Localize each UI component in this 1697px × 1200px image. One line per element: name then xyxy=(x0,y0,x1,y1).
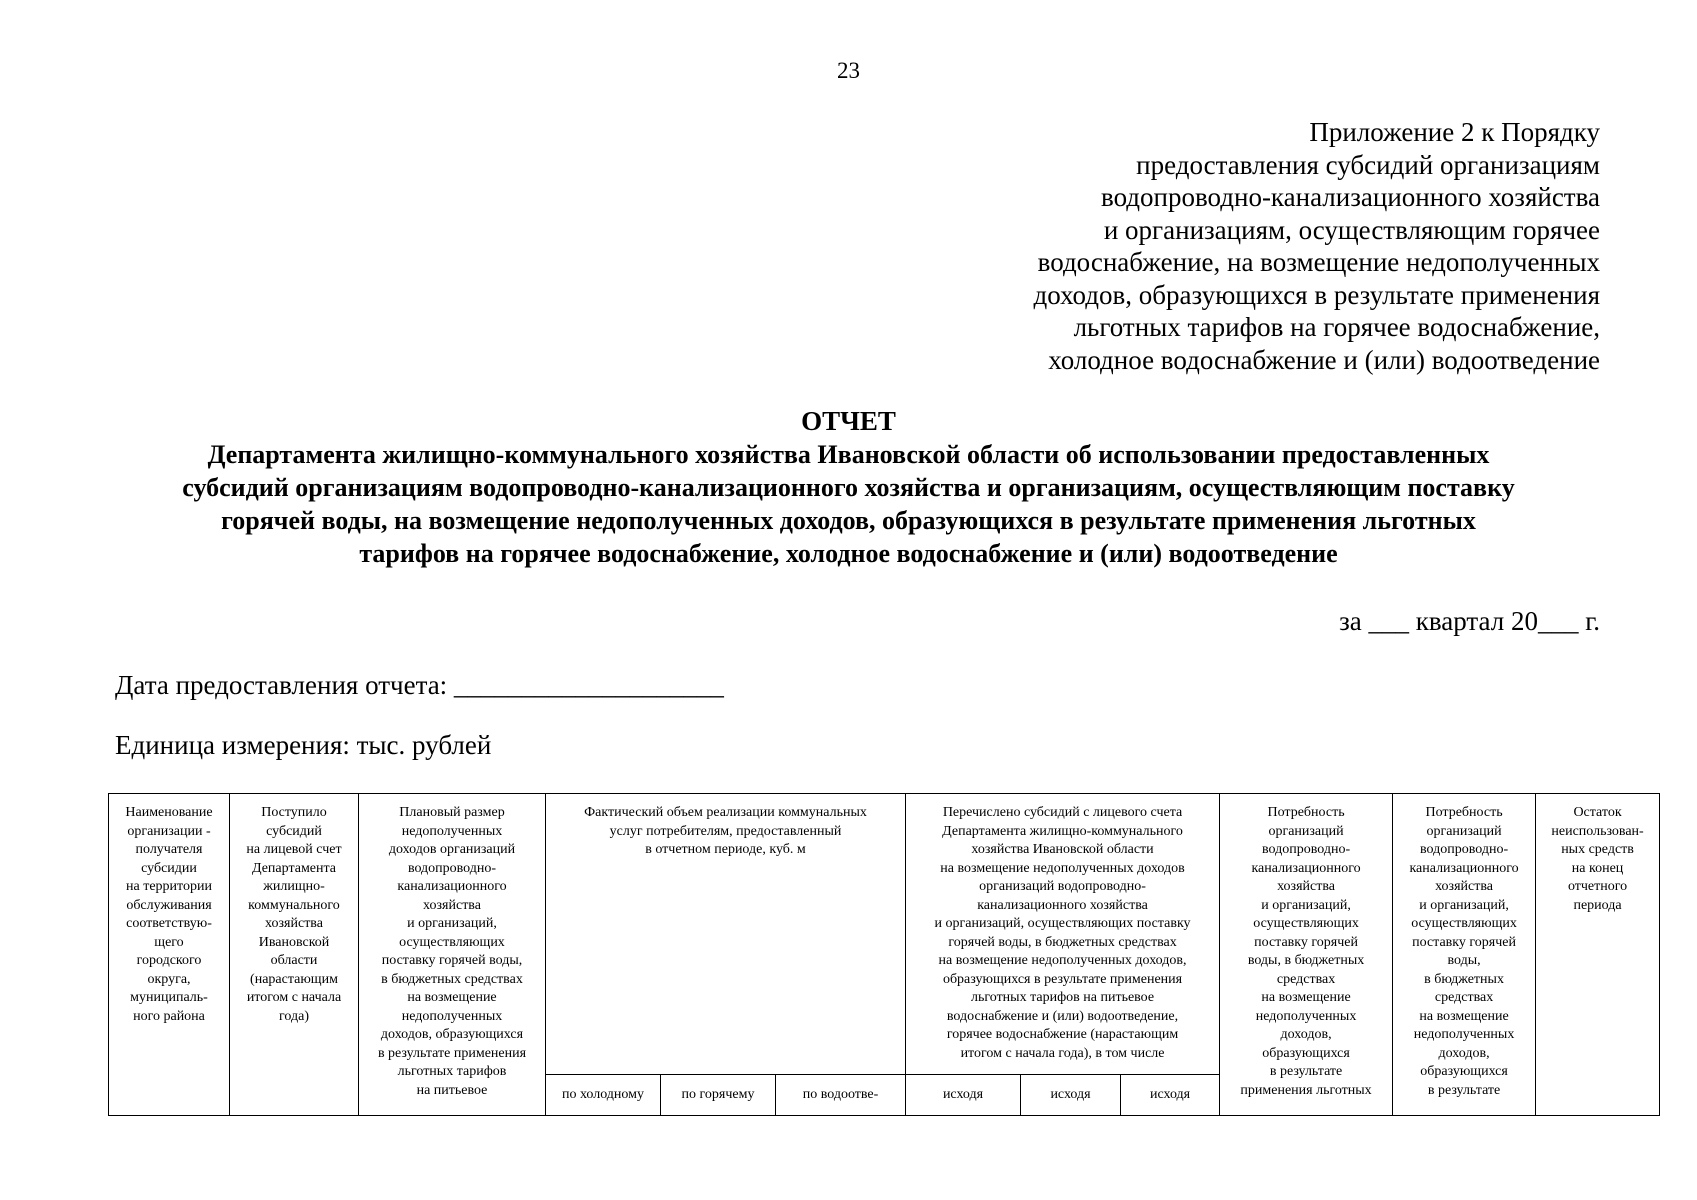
header-actual-volume: Фактический объем реализации коммунальных услуг потребителям, предоставленный в отчетном периоде, куб. м xyxy=(546,794,906,1075)
subtitle-line: тарифов на горячее водоснабжение, холодное водоснабжение и (или) водоотведение xyxy=(359,539,1338,568)
measurement-unit: Единица измерения: тыс. рублей xyxy=(115,730,492,760)
header-need-organizations-2: Потребность организаций водопроводно- канализационного хозяйства и организаций, осуществляющих поставку горячей воды, в бюджетных средствах на возмещение недополученных доходов, образующихся в результате xyxy=(1393,794,1536,1116)
header-planned-lost-income: Плановый размер недополученных доходов организаций водопроводно- канализационного хозяйства и организаций, осуществляющих поставку горячей воды, в бюджетных средствах на возмещение недополученных доходов, образующихся в результате применения льготных тарифов на питьевое xyxy=(359,794,546,1116)
appendix-line: холодное водоснабжение и (или) водоотведение xyxy=(1048,344,1600,375)
appendix-line: и организациям, осуществляющим горячее xyxy=(1103,214,1600,245)
appendix-line: доходов, образующихся в результате применения xyxy=(1033,279,1600,310)
header-unused-balance: Остаток неиспользован- ных средств на конец отчетного периода xyxy=(1536,794,1660,1116)
appendix-line: водоснабжение, на возмещение недополученных xyxy=(1037,247,1600,277)
report-period: за ___ квартал 20___ г. xyxy=(1339,606,1600,636)
report-subtitle xyxy=(60,438,1637,570)
subtitle-line: субсидий организациям водопроводно-канализационного хозяйства и организациям, осуществляющим поставку xyxy=(182,473,1515,502)
subtitle-line: горячей воды, на возмещение недополученных доходов, образующихся в результате применения льготных xyxy=(221,506,1476,535)
report-table xyxy=(108,793,1660,1116)
subheader-based-on-2: исходя xyxy=(1021,1075,1121,1116)
subheader-hot-water: по горячему xyxy=(661,1075,776,1116)
header-transferred-subsidies: Перечислено субсидий с лицевого счета Департамента жилищно-коммунального хозяйства Ивановской области на возмещение недополученных доходов организаций водопроводно- канализационного хозяйства и организаций, осуществляющих поставку горячей воды, в бюджетных средствах на возмещение недополученных доходов, образующихся в результате применения льготных тарифов на питьевое водоснабжение и (или) водоотведение, горячее водоснабжение (нарастающим итогом с начала года), в том числе xyxy=(906,794,1220,1075)
report-title: ОТЧЕТ xyxy=(801,406,896,436)
appendix-line: льготных тарифов на горячее водоснабжение, xyxy=(1073,312,1600,342)
appendix-reference xyxy=(960,116,1600,376)
header-org-name: Наименование организации - получателя субсидии на территории обслуживания соответствую- щего городского округа, муниципаль- ного района xyxy=(109,794,230,1116)
header-received-subsidies: Поступило субсидий на лицевой счет Департамента жилищно- коммунального хозяйства Ивановской области (нарастающим итогом с начала года) xyxy=(230,794,359,1116)
subheader-cold-water: по холодному xyxy=(546,1075,661,1116)
appendix-line: Приложение 2 к Порядку xyxy=(1309,117,1600,147)
table-header-row xyxy=(109,794,1660,1075)
subtitle-line: Департамента жилищно-коммунального хозяйства Ивановской области об использовании предоставленных xyxy=(207,440,1490,469)
subheader-based-on-1: исходя xyxy=(906,1075,1021,1116)
appendix-line: водопроводно-канализационного хозяйства xyxy=(1101,182,1600,212)
header-need-organizations-1: Потребность организаций водопроводно- канализационного хозяйства и организаций, осуществляющих поставку горячей воды, в бюджетных средствах на возмещение недополученных доходов, образующихся в результате применения льготных xyxy=(1220,794,1393,1116)
report-date-field: Дата предоставления отчета: ____________________ xyxy=(115,670,724,700)
page-number: 23 xyxy=(837,58,860,83)
appendix-line: предоставления субсидий организациям xyxy=(1136,149,1600,180)
subheader-based-on-3: исходя xyxy=(1121,1075,1220,1116)
report-title-block xyxy=(60,405,1637,570)
subheader-drainage: по водоотве- xyxy=(776,1075,906,1116)
